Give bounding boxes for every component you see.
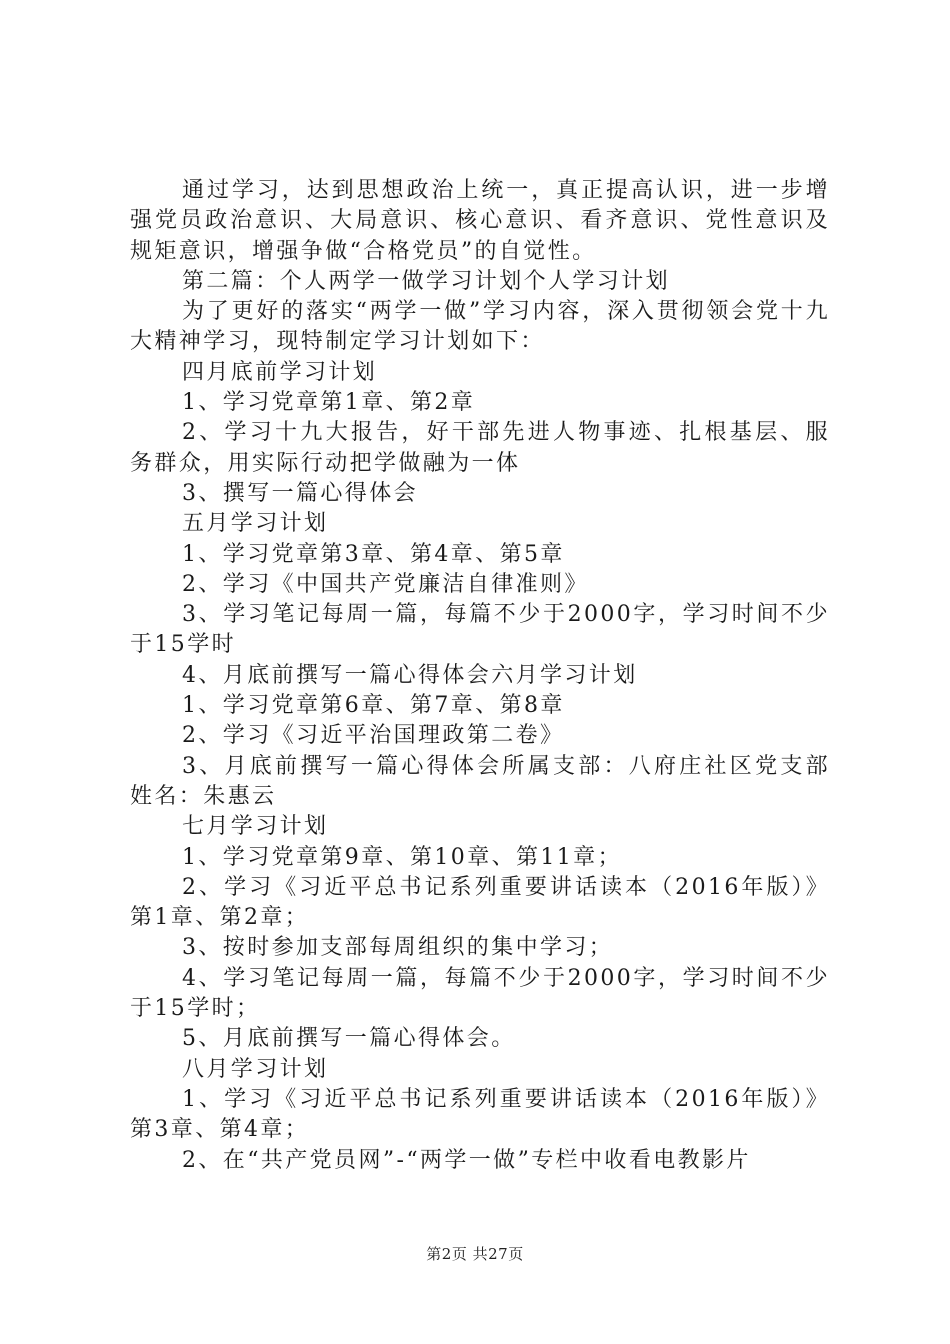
list-item: 2、学习《中国共产党廉洁自律准则》	[182, 571, 589, 597]
list-item: 2、在“共产党员网”-“两学一做”专栏中收看电教影片	[182, 1147, 751, 1173]
plan-heading: 五月学习计划	[182, 511, 329, 537]
document-body	[130, 176, 830, 1176]
plan-heading: 八月学习计划	[182, 1056, 329, 1082]
list-item: 1、学习《习近平总书记系列重要讲话读本（2016年版）》第3章、第4章；	[130, 1086, 830, 1143]
list-item: 1、学习党章第1章、第2章	[182, 390, 476, 416]
list-item: 2、学习《习近平总书记系列重要讲话读本（2016年版）》第1章、第2章；	[130, 874, 830, 931]
list-item: 1、学习党章第3章、第4章、第5章	[182, 541, 565, 567]
list-item: 1、学习党章第6章、第7章、第8章	[182, 693, 565, 719]
list-item: 2、学习《习近平治国理政第二卷》	[182, 723, 565, 749]
paragraph: 通过学习，达到思想政治上统一，真正提高认识，进一步增强党员政治意识、大局意识、核心意识、看齐意识、党性意识及规矩意识，增强争做“合格党员”的自觉性。	[130, 178, 830, 264]
list-item: 2、学习十九大报告，好干部先进人物事迹、扎根基层、服务群众，用实际行动把学做融为一体	[130, 420, 830, 476]
list-item: 3、按时参加支部每周组织的集中学习；	[182, 935, 614, 961]
section-heading: 第二篇：个人两学一做学习计划个人学习计划	[182, 268, 671, 294]
list-item: 4、月底前撰写一篇心得体会六月学习计划	[182, 662, 638, 688]
plan-heading: 四月底前学习计划	[182, 359, 378, 385]
list-item: 1、学习党章第9章、第10章、第11章；	[182, 844, 622, 870]
list-item: 5、月底前撰写一篇心得体会。	[182, 1026, 516, 1052]
page-footer: 第2页 共27页	[426, 1245, 524, 1263]
list-item: 3、月底前撰写一篇心得体会所属支部：八府庄社区党支部姓名：朱惠云	[130, 753, 830, 809]
plan-heading: 七月学习计划	[182, 814, 329, 840]
list-item: 3、学习笔记每周一篇，每篇不少于2000字，学习时间不少于15学时	[130, 602, 830, 658]
list-item: 4、学习笔记每周一篇，每篇不少于2000字，学习时间不少于15学时；	[130, 965, 830, 1022]
list-item: 3、撰写一篇心得体会	[182, 480, 418, 506]
paragraph: 为了更好的落实“两学一做”学习内容，深入贯彻领会党十九大精神学习，现特制定学习计划如下：	[130, 299, 830, 355]
